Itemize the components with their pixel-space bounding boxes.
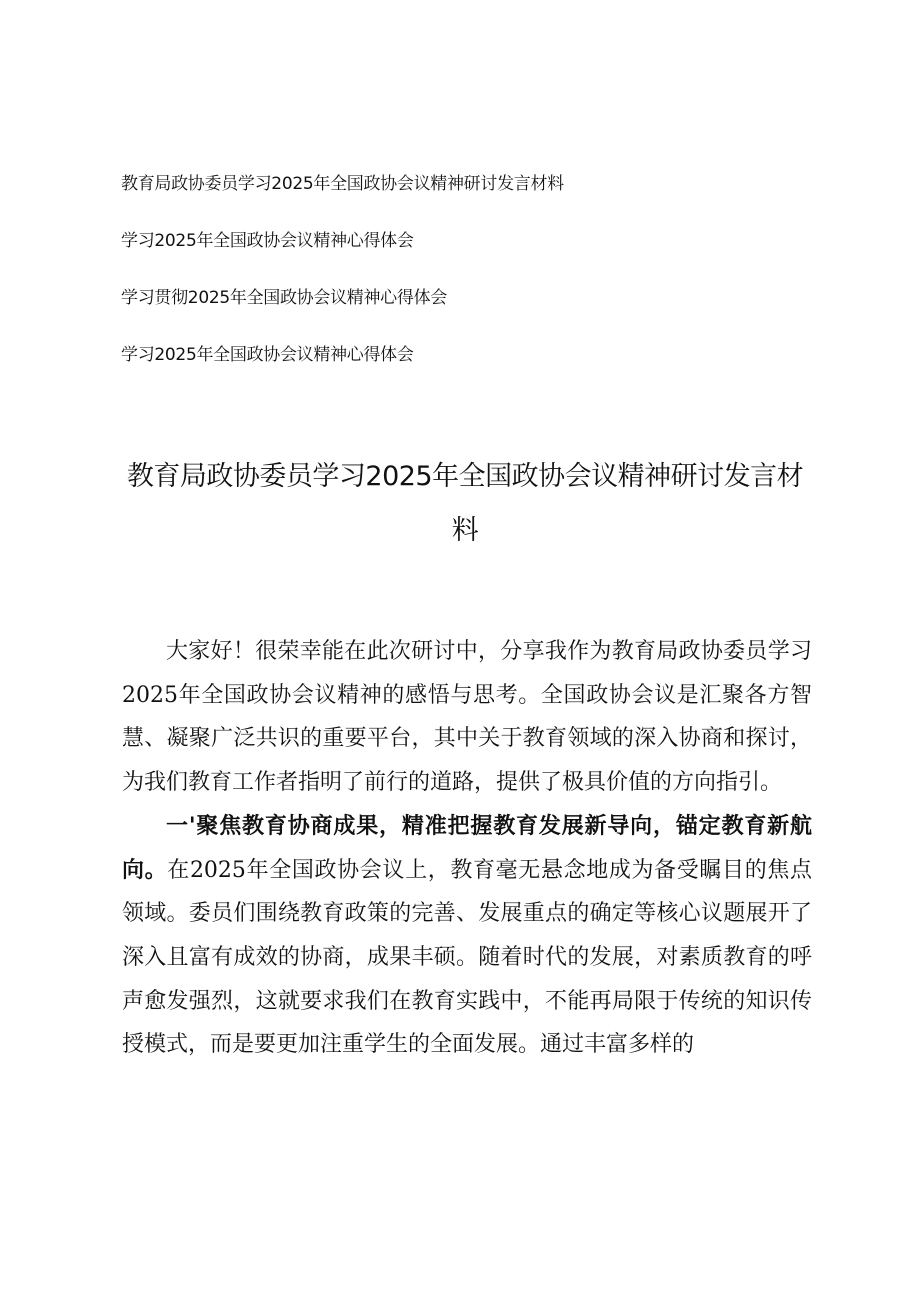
intro-paragraph: 大家好！很荣幸能在此次研讨中，分享我作为教育局政协委员学习2025年全国政协会议精神的感悟与思考。全国政协会议是汇聚各方智慧、凝聚广泛共识的重要平台，其中关于教育领域的深入协商和探讨，为我们教育工作者指明了前行的道路，提供了极具价值的方向指引。 [122, 639, 812, 796]
section-1-text: 在2025年全国政协会议上，教育毫无悬念地成为备受瞩目的焦点领域。委员们围绕教育政策的完善、发展重点的确定等核心议题展开了深入且富有成效的协商，成果丰硕。随着时代的发展，对素质教育的呼声愈发强烈，这就要求我们在教育实践中，不能再局限于传统的知识传授模式，而是要更加注重学生的全面发展。通过丰富多样的 [122, 857, 812, 1058]
document-title: 教育局政协委员学习2025年全国政协会议精神研讨发言材料 [126, 461, 804, 546]
section-1-paragraph [122, 805, 812, 1067]
toc-item[interactable]: 学习2025年全国政协会议精神心得体会 [121, 345, 414, 365]
toc-item[interactable]: 学习2025年全国政协会议精神心得体会 [121, 231, 414, 251]
toc-item[interactable]: 学习贯彻2025年全国政协会议精神心得体会 [121, 288, 447, 308]
document-body [122, 630, 812, 1067]
toc-item[interactable]: 教育局政协委员学习2025年全国政协会议精神研讨发言材料 [121, 174, 564, 194]
section-1-heading: 一'聚焦教育协商成果，精准把握教育发展新导向，锚定教育新航向。 [122, 813, 812, 883]
table-of-contents [121, 172, 821, 400]
